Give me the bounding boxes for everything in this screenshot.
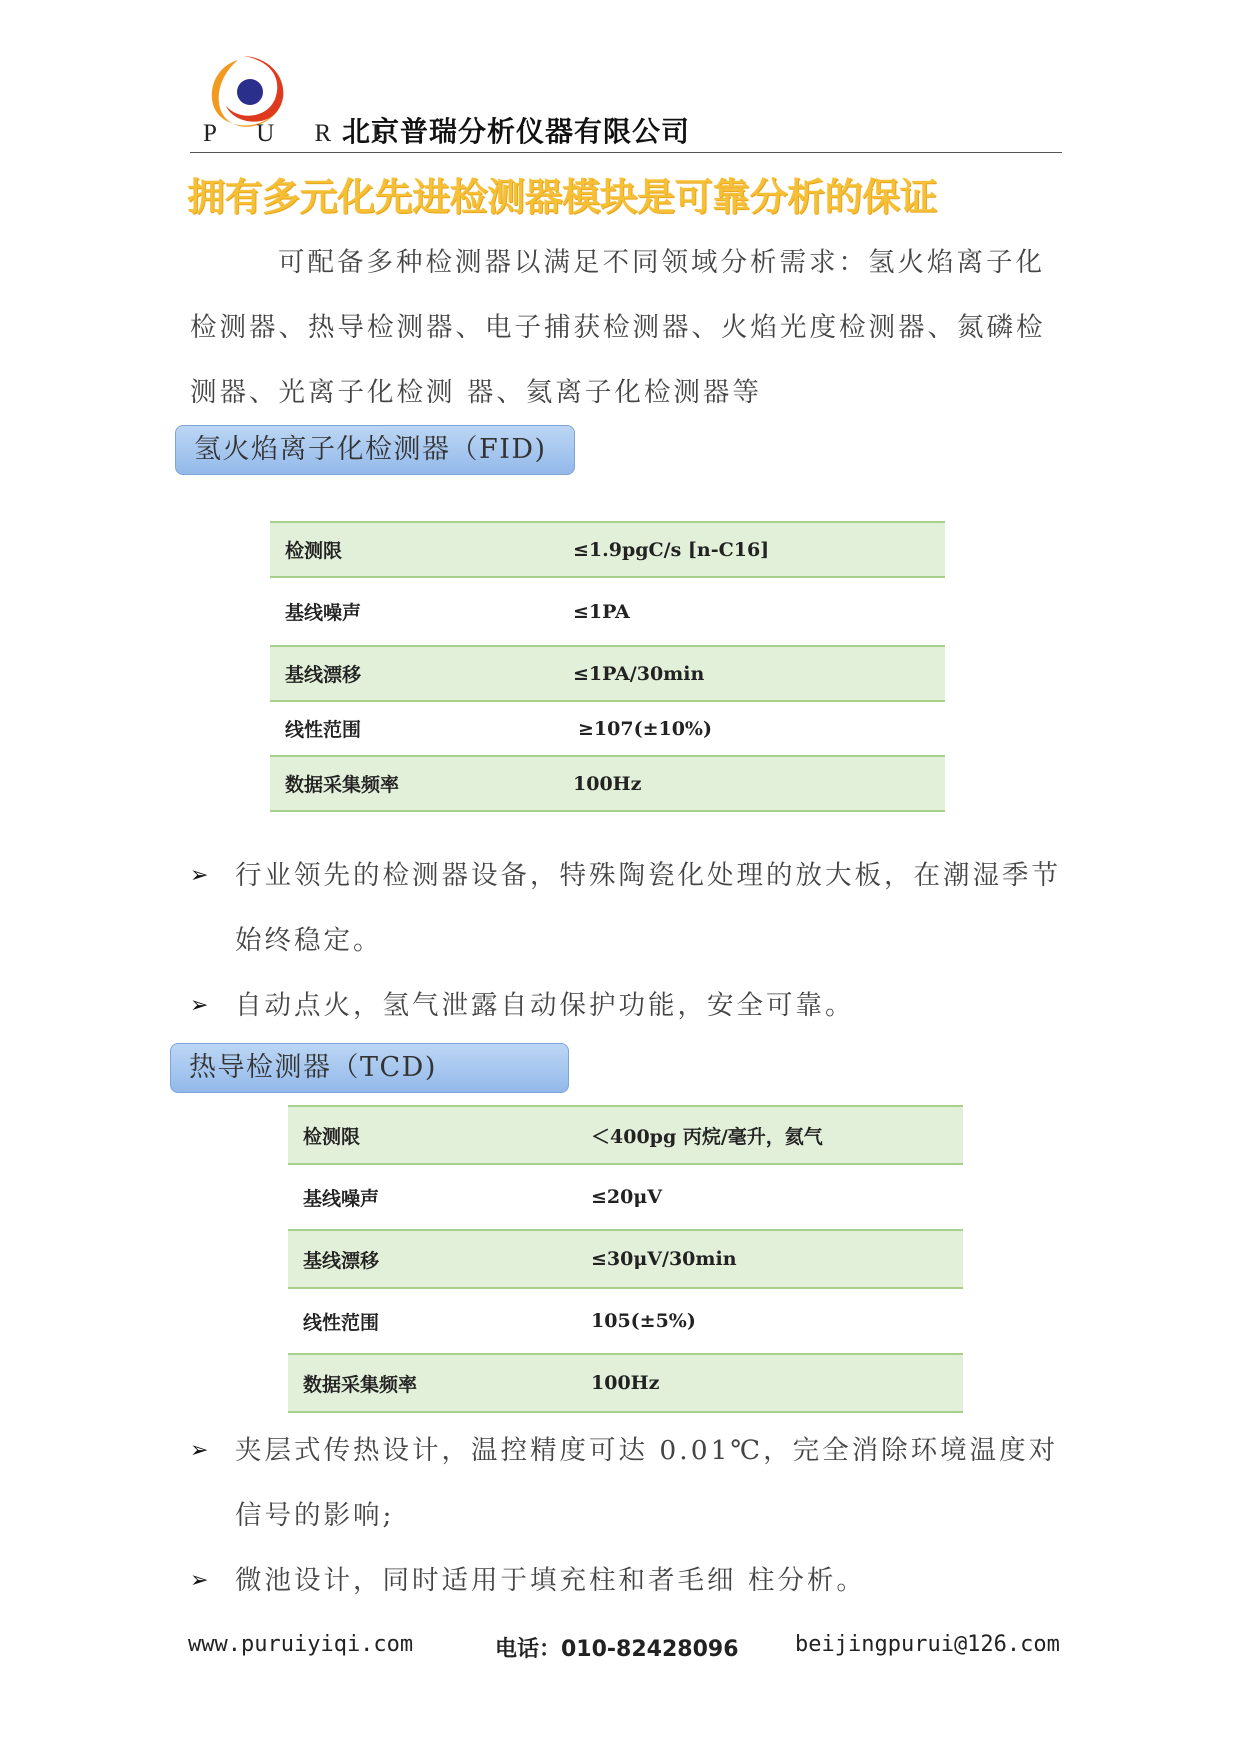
spec-key: 线性范围 xyxy=(303,1311,380,1334)
bullet-arrow-icon: ➢ xyxy=(190,863,212,888)
spec-value: ＜400pg 丙烷/毫升，氦气 xyxy=(591,1106,963,1164)
logo-text: P U R I xyxy=(203,120,397,147)
tcd-bullet: ➢ 微池设计，同时适用于填充柱和者毛细 柱分析。 xyxy=(190,1548,1065,1613)
fid-bullet: ➢ 自动点火，氢气泄露自动保护功能，安全可靠。 xyxy=(190,973,1065,1038)
table-row xyxy=(270,701,945,756)
table-row xyxy=(270,646,945,701)
table-row xyxy=(288,1106,963,1164)
table-row xyxy=(288,1164,963,1230)
company-name: 北京普瑞分析仪器有限公司 xyxy=(342,115,691,148)
spec-value: ≤1PA/30min xyxy=(573,646,945,701)
spec-value: ≤30μV/30min xyxy=(591,1230,963,1288)
table-row xyxy=(270,577,945,646)
intro-paragraph: 可配备多种检测器以满足不同领域分析需求：氢火焰离子化检测器、热导检测器、电子捕获检测器、火焰光度检测器、氮磷检测器、光离子化检测 器、氦离子化检测器等 xyxy=(190,247,1046,408)
spec-value: 105(±5%) xyxy=(591,1310,696,1332)
spec-key: 数据采集频率 xyxy=(270,756,573,811)
footer-website: www.puruiyiqi.com xyxy=(188,1632,414,1657)
table-row xyxy=(288,1230,963,1288)
fid-bullet: ➢ 行业领先的检测器设备，特殊陶瓷化处理的放大板，在潮湿季节始终稳定。 xyxy=(190,843,1065,973)
spec-key: 检测限 xyxy=(288,1106,591,1164)
spec-value: ≤1PA xyxy=(573,600,630,623)
spec-value: ≤1.9pgC/s [n-C16] xyxy=(573,522,945,577)
footer-email: beijingpurui@126.com xyxy=(795,1632,1060,1657)
table-row xyxy=(270,756,945,811)
table-row xyxy=(288,1354,963,1412)
spec-key: 基线噪声 xyxy=(303,1187,380,1210)
fid-spec-table xyxy=(270,521,945,812)
spec-key: 基线漂移 xyxy=(288,1230,591,1288)
tcd-section-label: 热导检测器（TCD) xyxy=(170,1043,569,1093)
spec-key: 检测限 xyxy=(270,522,573,577)
spec-value: ≤20μV xyxy=(591,1186,663,1208)
spec-key: 线性范围 xyxy=(285,719,362,741)
footer-phone: 电话：010-82428096 xyxy=(495,1637,739,1662)
fid-section-label: 氢火焰离子化检测器（FID) xyxy=(175,425,575,475)
table-row xyxy=(270,522,945,577)
tcd-bullet: ➢ 夹层式传热设计，温控精度可达 0.01℃，完全消除环境温度对 信号的影响; xyxy=(190,1418,1065,1548)
page-headline: 拥有多元化先进检测器模块是可靠分析的保证 xyxy=(187,175,938,219)
bullet-arrow-icon: ➢ xyxy=(190,1568,212,1593)
spec-value: 100Hz xyxy=(573,756,945,811)
spec-key: 基线噪声 xyxy=(285,602,362,624)
spec-value: ≥107(±10%) xyxy=(578,717,712,740)
header-divider xyxy=(190,152,1062,153)
table-row xyxy=(288,1288,963,1354)
spec-value: 100Hz xyxy=(591,1354,963,1412)
bullet-arrow-icon: ➢ xyxy=(190,993,212,1018)
bullet-arrow-icon: ➢ xyxy=(190,1438,212,1463)
spec-key: 数据采集频率 xyxy=(288,1354,591,1412)
tcd-spec-table xyxy=(288,1105,963,1413)
spec-key: 基线漂移 xyxy=(270,646,573,701)
